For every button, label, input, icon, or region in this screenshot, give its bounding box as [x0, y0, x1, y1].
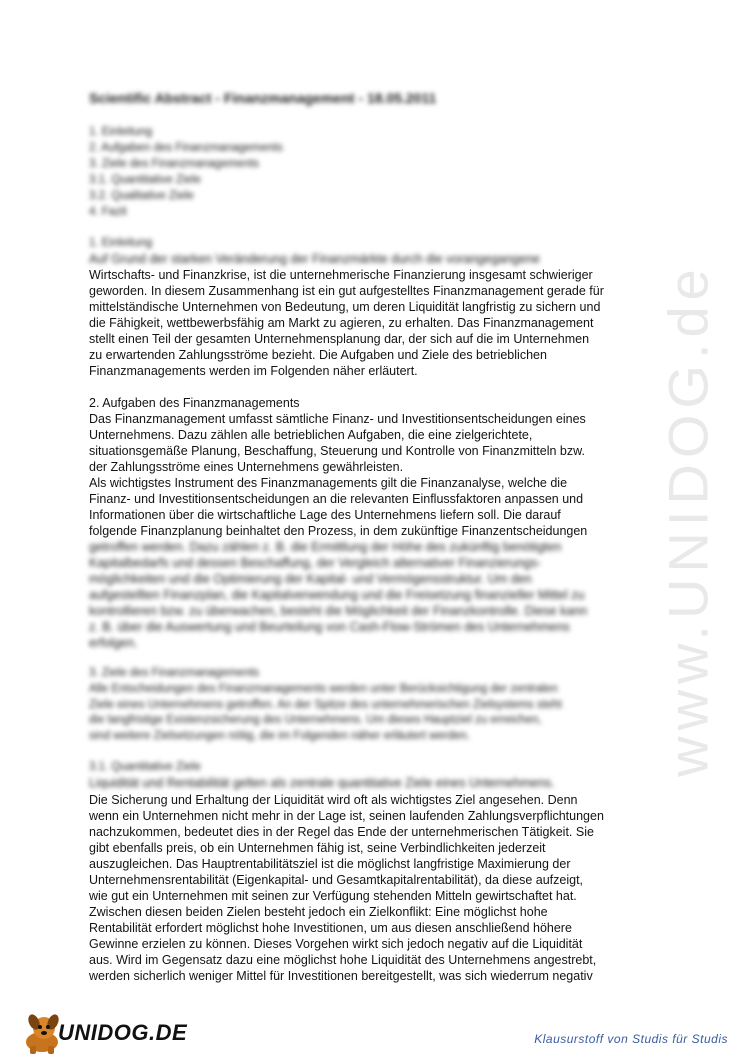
- section-2-text: [89, 411, 689, 539]
- text-line: sind weitere Zielsetzungen nötig, die im Folgenden näher erläutert werden.: [89, 729, 470, 742]
- toc-item: 2. Aufgaben des Finanzmanagements: [89, 142, 283, 154]
- logo-text: UNIDOG.DE: [58, 1020, 188, 1045]
- text-line: z. B. über die Auswertung und Beurteilung von Cash-Flow-Strömen des Unternehmens: [89, 620, 570, 634]
- section-31-blurred-text: [89, 775, 689, 791]
- text-line: Auf Grund der starken Veränderung der Finanzmärkte durch die vorangegangene: [89, 252, 540, 266]
- section-1-blurred-text: [89, 251, 689, 267]
- text-line: Informationen über die wirtschaftliche Lage des Unternehmens liefern soll. Die darauf: [89, 508, 561, 522]
- text-line: erfolgen.: [89, 636, 138, 650]
- table-of-contents: [89, 124, 689, 220]
- text-line: Zwischen diesen beiden Zielen besteht jedoch ein Zielkonflikt: Eine möglichst hohe: [89, 905, 548, 919]
- text-line: möglichkeiten und die Optimierung der Kapital- und Vermögensstruktur. Um den: [89, 572, 532, 586]
- text-line: Rentabilität erfordert möglichst hohe Investitionen, um aus diesen anschließend höhere: [89, 921, 572, 935]
- text-line: Kapitalbedarfs und dessen Beschaffung, der Vergleich alternativer Finanzierungs-: [89, 556, 542, 570]
- toc-item: 3. Ziele des Finanzmanagements: [89, 158, 260, 170]
- watermark-text: www.UNIDOG.de: [656, 263, 720, 777]
- section-3-heading: 3. Ziele des Finanzmanagements: [89, 667, 260, 679]
- text-line: Die Sicherung und Erhaltung der Liquidität wird oft als wichtigstes Ziel angesehen. Denn: [89, 793, 578, 807]
- footer-tagline: Klausurstoff von Studis für Studis: [534, 1032, 728, 1046]
- text-line: Unternehmensrentabilität (Eigenkapital- und Gesamtkapitalrentabilität), da diese aufzeigt,: [89, 873, 584, 887]
- toc-item: 3.2. Qualitative Ziele: [89, 190, 194, 202]
- text-line: Finanz- und Investitionsentscheidungen an die relevanten Einflussfaktoren anpassen und: [89, 492, 584, 506]
- section-2-blurred-text: [89, 539, 689, 651]
- toc-item: 4. Fazit: [89, 206, 127, 218]
- text-line: gibt ebenfalls preis, ob ein Unternehmen fähig ist, seine Verbindlichkeiten jederzeit: [89, 841, 546, 855]
- text-line: Unternehmens. Dazu zählen alle betrieblichen Aufgaben, die eine zielgerichtete,: [89, 428, 533, 442]
- text-line: Das Finanzmanagement umfasst sämtliche Finanz- und Investitionsentscheidungen eines: [89, 412, 586, 426]
- text-line: mittelständische Unternehmen von Bedeutung, um deren Liquidität langfristig zu sichern und: [89, 300, 601, 314]
- text-line: situationsgemäße Planung, Beschaffung, Steuerung und Kontrolle von Finanzmitteln bzw.: [89, 444, 585, 458]
- text-line: nachzukommen, bedeutet dies in der Regel das Ende der unternehmerischen Tätigkeit. Sie: [89, 825, 594, 839]
- section-2-heading: 2. Aufgaben des Finanzmanagements: [89, 396, 300, 410]
- text-line: der Zahlungsströme eines Unternehmens gewährleisten.: [89, 460, 404, 474]
- text-line: wie gut ein Unternehmen mit seinen zur Verfügung stehenden Mitteln gewirtschaftet hat.: [89, 889, 577, 903]
- text-line: aus. Wird im Gegensatz dazu eine möglichst hohe Liquidität des Unternehmens angestrebt,: [89, 953, 597, 967]
- text-line: Ziele eines Unternehmens getroffen. An der Spitze des unternehmerischen Zielsystems steht: [89, 698, 562, 711]
- text-line: die Fähigkeit, wettbewerbsfähig am Markt zu agieren, zu erhalten. Das Finanzmanagement: [89, 316, 594, 330]
- text-line: aufgestellten Finanzplan, die Kapitalverwendung und die Freisetzung finanzieller Mittel zu: [89, 588, 585, 602]
- text-line: Finanzmanagements werden im Folgenden näher erläutert.: [89, 364, 418, 378]
- footer: [0, 1008, 750, 1060]
- section-3-text: [89, 682, 689, 744]
- text-line: die langfristige Existenzsicherung des Unternehmens. Um dieses Hauptziel zu erreichen,: [89, 714, 542, 726]
- text-line: geworden. In diesem Zusammenhang ist ein gut aufgestelltes Finanzmanagement gerade für: [89, 284, 604, 298]
- text-line: Gewinne erzielen zu können. Dieses Vorgehen wirkt sich jedoch negativ auf die Liquidität: [89, 937, 583, 951]
- text-line: auszugleichen. Das Hauptrentabilitätsziel ist die möglichst langfristige Maximierung der: [89, 857, 571, 871]
- text-line: Liquidität und Rentabilität gelten als zentrale quantitative Ziele eines Unternehmens.: [89, 776, 555, 790]
- text-line: Als wichtigstes Instrument des Finanzmanagements gilt die Finanzanalyse, welche die: [89, 476, 568, 490]
- text-line: getroffen werden. Dazu zählen z. B. die Ermittlung der Höhe des zukünftig benötigten: [89, 540, 562, 554]
- section-31-heading: 3.1. Quantitative Ziele: [89, 761, 201, 773]
- text-line: werden sicherlich weniger Mittel für Investitionen bereitgestellt, was sich wiederrum negativ: [89, 969, 593, 983]
- document-title: Scientific Abstract - Finanzmanagement - 18.05.2011: [89, 90, 437, 106]
- text-line: folgende Finanzplanung beinhaltet den Prozess, in dem zukünftige Finanzentscheidungen: [89, 524, 588, 538]
- section-1-text: [89, 267, 689, 379]
- toc-item: 1. Einleitung: [89, 126, 153, 138]
- text-line: wenn ein Unternehmen nicht mehr in der Lage ist, seinen laufenden Zahlungsverpflichtungen: [89, 809, 604, 823]
- text-line: stellt einen Teil der gesamten Unternehmensplanung dar, der sich auf die im Unternehmen: [89, 332, 590, 346]
- text-line: Wirtschafts- und Finanzkrise, ist die unternehmerische Finanzierung insgesamt schwieriger: [89, 268, 593, 282]
- section-31-text: [89, 792, 689, 984]
- toc-item: 3.1. Quantitative Ziele: [89, 174, 201, 186]
- text-line: kontrollieren bzw. zu überwachen, besteht die Möglichkeit der Finanzkontrolle. Diese kann: [89, 604, 588, 618]
- text-line: zu erwartenden Zahlungsströme bezieht. Die Aufgaben und Ziele des betrieblichen: [89, 348, 547, 362]
- section-1-heading: 1. Einleitung: [89, 237, 153, 249]
- text-line: Alle Entscheidungen des Finanzmanagements werden unter Berücksichtigung der zentralen: [89, 683, 558, 695]
